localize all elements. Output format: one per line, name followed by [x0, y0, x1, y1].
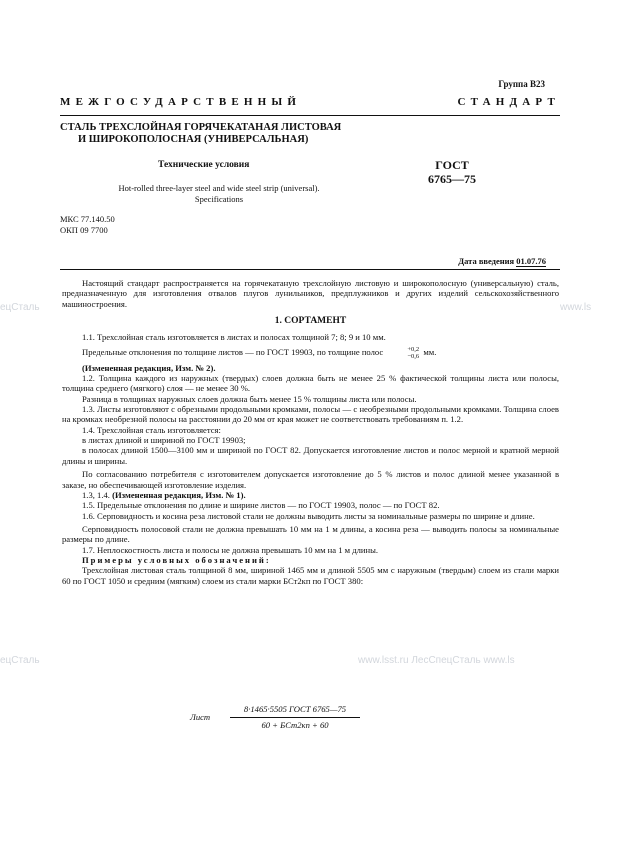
interstate-word: МЕЖГОСУДАРСТВЕННЫЙ: [60, 96, 302, 108]
date-label: Дата введения: [458, 256, 515, 266]
designation-formula: [190, 702, 450, 736]
clause-1-2b: Разница в толщинах наружных слоев должна быть менее 15 % толщины листа или полосы.: [82, 393, 417, 404]
header-rule: [60, 115, 560, 116]
introduction-date: [458, 256, 546, 266]
tolerance: [387, 346, 419, 360]
intro-paragraph: Настоящий стандарт распространяется на горячекатаную трехслойную листовую и широкополосную (универсальную) сталь, предназначенную для изготовления отвалов плугов лунильников, предплужников и других изделий сельскохозяйственного машиностроения.: [62, 278, 559, 309]
change-note-1: [62, 490, 559, 500]
section-heading: 1. СОРТАМЕНТ: [274, 316, 347, 327]
change-note-1-clauses: 1.3, 1.4.: [82, 489, 110, 500]
watermark-left-bottom: ецСталь: [0, 655, 40, 666]
clause-1-4c: По согласованию потребителя с изготовителем допускается изготовление до 5 % листов и полос длиной менее указанной в заказе, но обеспечивающей изготовление изделия.: [62, 469, 559, 490]
english-title-line-1: Hot-rolled three-layer steel and wide steel strip (universal).: [118, 183, 320, 193]
clause-1-4: 1.4. Трехслойная сталь изготовляется:: [82, 424, 221, 435]
title-line-2: И ШИРОКОПОЛОСНАЯ (УНИВЕРСАЛЬНАЯ): [78, 134, 309, 145]
clause-1-4b: в полосах длиной 1500—3100 мм и шириной по ГОСТ 82. Допускается изготовление листов и полос мерной и кратной мерной длины и ширины.: [62, 445, 559, 466]
date-rule: [60, 269, 560, 270]
clause-1-7: 1.7. Неплоскостность листа и полосы не должна превышать 10 мм на 1 м длины.: [82, 544, 379, 555]
tolerance-plus: +0,2: [407, 345, 420, 353]
change-note-1-text: (Измененная редакция, Изм. № 1).: [112, 489, 246, 500]
clause-1-5: 1.5. Предельные отклонения по длине и ширине листов — по ГОСТ 19903, полос — по ГОСТ 82.: [82, 500, 440, 511]
deviation-text: Предельные отклонения по толщине листов — по ГОСТ 19903, по толщине полос: [82, 346, 384, 357]
interstate-standard-header: [60, 96, 560, 108]
clause-1-2a: 1.2. Толщина каждого из наружных (твердых) слоев должна быть не менее 25 % фактической толщины листа или полосы, толщина среднего (мягкого) слоя — не менее 30 %.: [62, 373, 559, 394]
english-title-line-2: Specifications: [194, 194, 244, 204]
clause-1-3: 1.3. Листы изготовляют с обрезными продольными кромками, полосы — с необрезными продольными кромками. Толщина слоев на кромках необрезной полосы на расстоянии до 20 мм от края может не соответствовать требованиям п. 1.2.: [62, 404, 559, 425]
gost-label: ГОСТ: [435, 158, 469, 172]
formula-denominator: 60 + БСт2кп + 60: [261, 720, 329, 730]
okp-code: ОКП 09 7700: [60, 225, 108, 235]
deviation-unit: мм.: [423, 346, 437, 357]
watermark-left-top: ецСталь: [0, 302, 40, 313]
formula-bar: [230, 717, 360, 718]
example-text: Трехслойная листовая сталь толщиной 8 мм, шириной 1465 мм и длиной 5505 мм с наружным (твердым) слоем из стали марки 60 по ГОСТ 1050 и средним (мягким) слоем из стали марки БСт2кп по ГОСТ 380:: [62, 565, 559, 586]
tolerance-minus: −0,6: [407, 352, 420, 360]
clause-1-6a: 1.6. Серповидность и косина реза листовой стали не должны выводить листы за номинальные размеры по ширине и длине.: [82, 510, 535, 521]
watermark-right-top: www.ls: [560, 302, 592, 313]
document-title: [60, 122, 341, 146]
clause-deviation: [62, 346, 559, 360]
formula-numerator: 8·1465·5505 ГОСТ 6765—75: [243, 704, 347, 714]
watermark-right-bottom: www.lsst.ru ЛесСпецСталь www.ls: [358, 655, 515, 666]
date-value: 01.07.76: [516, 256, 546, 266]
clause-1-6b: Серповидность полосовой стали не должна превышать 10 мм на 1 м длины, а косина реза — выводить полосы за номинальные размеры по длине.: [62, 523, 559, 545]
clause-1-4a: в листах длиной и шириной по ГОСТ 19903;: [82, 435, 246, 446]
standard-word: СТАНДАРТ: [457, 96, 560, 108]
mks-code: МКС 77.140.50: [60, 214, 115, 224]
classification-codes: [60, 214, 115, 236]
subtitle: Технические условия: [158, 160, 250, 170]
formula-label: Лист: [190, 712, 211, 722]
clause-1-1: 1.1. Трехслойная сталь изготовляется в листах и полосах толщиной 7; 8; 9 и 10 мм.: [82, 332, 386, 343]
group-code: Группа В23: [498, 79, 545, 89]
english-title: [88, 183, 350, 205]
gost-designation: [420, 158, 484, 186]
examples-heading: [62, 555, 559, 565]
gost-number: 6765—75: [428, 172, 476, 186]
examples-title: Примеры условных обозначений:: [82, 554, 271, 565]
document-body: [62, 278, 559, 586]
change-note-2: (Измененная редакция, Изм. № 2).: [82, 362, 216, 373]
title-line-1: СТАЛЬ ТРЕХСЛОЙНАЯ ГОРЯЧЕКАТАНАЯ ЛИСТОВАЯ: [60, 122, 342, 133]
